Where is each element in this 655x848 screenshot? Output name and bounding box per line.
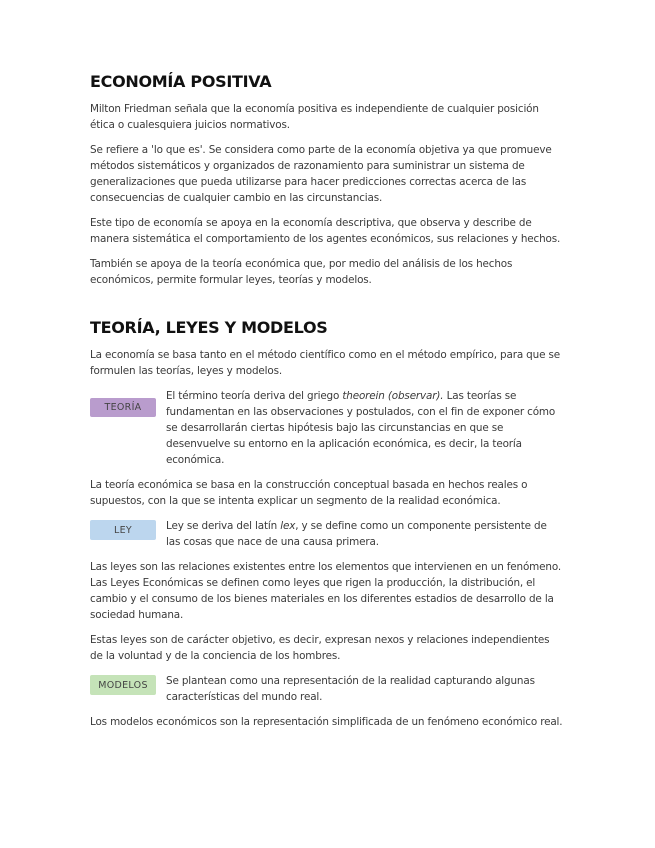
section-title-economia-positiva: ECONOMÍA POSITIVA — [90, 72, 272, 91]
paragraph: También se apoya de la teoría económica que, por medio del análisis de los hechos económicos, permite formular leyes, teorías y modelos. — [90, 258, 513, 286]
paragraph: La teoría económica se basa en la construcción conceptual basada en hechos reales o supuestos, con la que se intenta explicar un segmento de la realidad económica. — [90, 479, 528, 507]
definition-text: Ley se deriva del latín lex, y se define como un componente persistente de las cosas que nace de una causa primera. — [166, 520, 547, 548]
definition-text: El término teoría deriva del griego theorein (observar). Las teorías se fundamentan en las observaciones y postulados, con el fin de exponer cómo se desarrollarán ciertas hipótesis bajo las circunstancias en que se desenvuelve su entorno en la aplicación económica, es decir, la teoría económica. — [166, 390, 556, 466]
paragraph: Las leyes son las relaciones existentes entre los elementos que intervienen en un fenómeno. Las Leyes Económicas se definen como leyes que rigen la producción, la distribución, el cambio y el consumo de los bienes materiales en los diferentes estadios de desarrollo de la sociedad humana. — [90, 561, 562, 621]
definition-ley — [90, 518, 563, 550]
definition-modelos — [90, 673, 563, 705]
paragraph: Este tipo de economía se apoya en la economía descriptiva, que observa y describe de manera sistemática el comportamiento de los agentes económicos, sus relaciones y hechos. — [90, 217, 561, 245]
paragraph: Milton Friedman señala que la economía positiva es independiente de cualquier posición ética o cualesquiera juicios normativos. — [90, 103, 539, 131]
section-title-teoria-leyes-modelos: TEORÍA, LEYES Y MODELOS — [90, 318, 328, 337]
paragraph: Estas leyes son de carácter objetivo, es decir, expresan nexos y relaciones independientes de la voluntad y de la conciencia de los hombres. — [90, 634, 550, 662]
paragraph: Los modelos económicos son la representación simplificada de un fenómeno económico real. — [90, 716, 563, 728]
definition-text: Se plantean como una representación de la realidad capturando algunas características del mundo real. — [166, 675, 535, 703]
definition-teoria — [90, 388, 563, 468]
tag-modelos: MODELOS — [90, 675, 156, 695]
tag-ley: LEY — [90, 520, 156, 540]
paragraph: Se refiere a 'lo que es'. Se considera como parte de la economía objetiva ya que promueve métodos sistemáticos y organizados de razonamiento para suministrar un sistema de generalizaciones que pueda utilizarse para hacer predicciones correctas acerca de las consecuencias de cualquier cambio en las circunstancias. — [90, 144, 552, 204]
paragraph: La economía se basa tanto en el método científico como en el método empírico, para que se formulen las teorías, leyes y modelos. — [90, 349, 560, 377]
tag-teoria: TEORÍA — [90, 398, 156, 417]
